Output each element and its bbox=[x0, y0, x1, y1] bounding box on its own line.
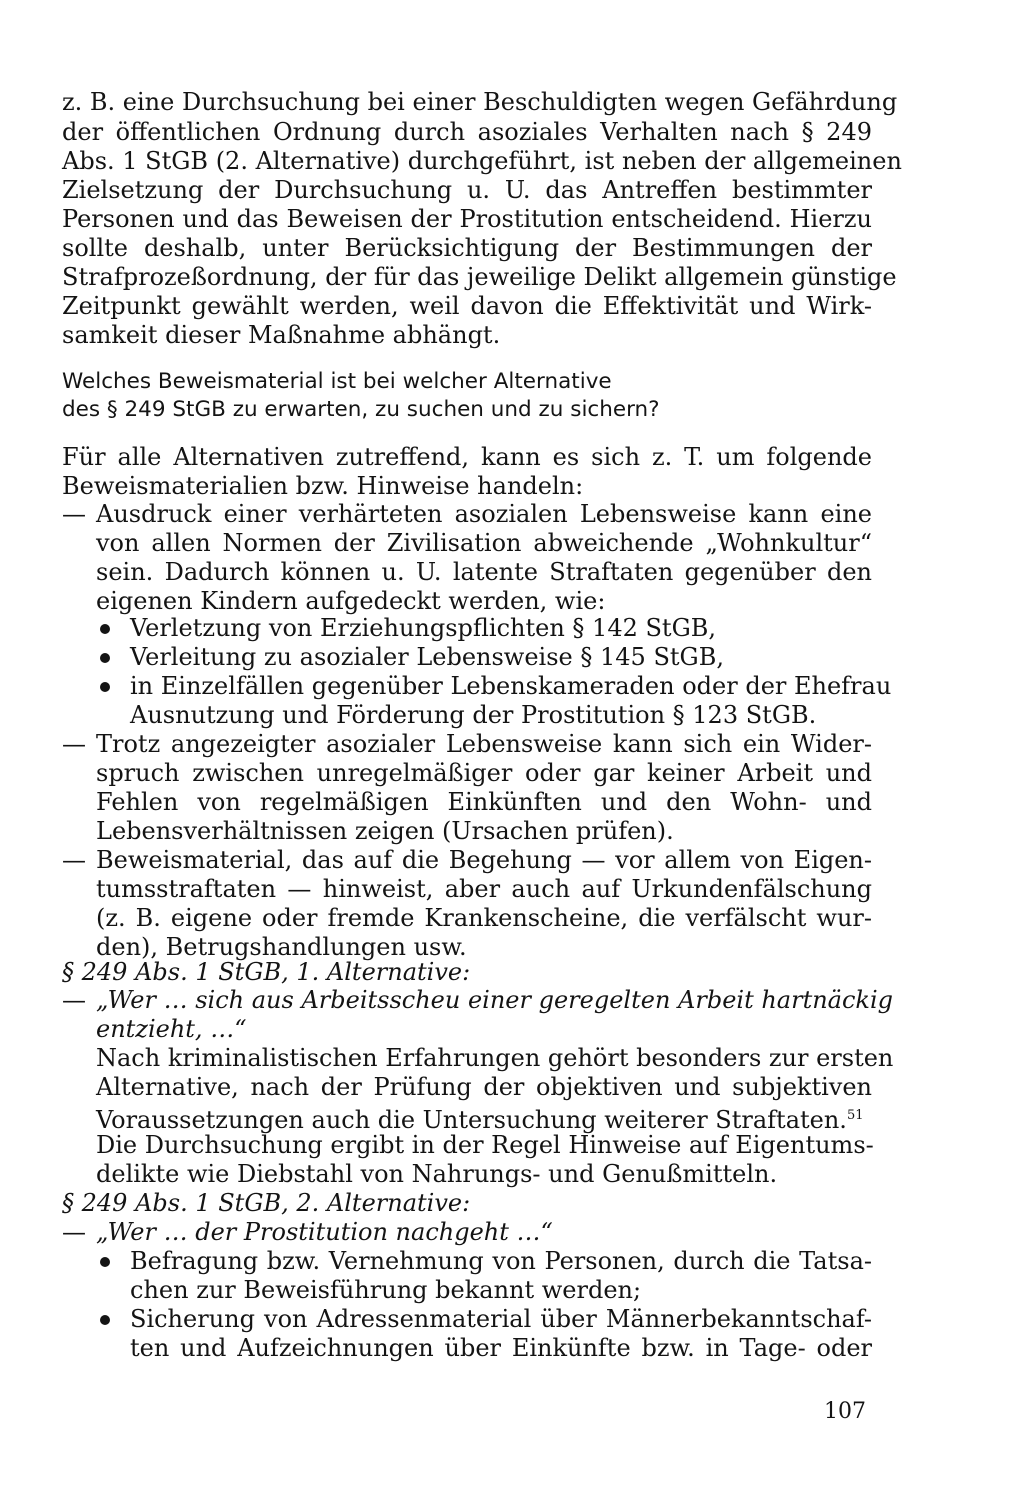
text-line: Zeitpunkt gewählt werden, weil davon die Effektivität und Wirk- bbox=[62, 292, 872, 320]
bullet-icon bbox=[100, 1315, 110, 1325]
text-line-body: Voraussetzungen auch die Untersuchung weiterer Straftaten. bbox=[96, 1106, 847, 1134]
text-line: spruch zwischen unregelmäßiger oder gar keiner Arbeit und bbox=[96, 759, 872, 787]
text-line: samkeit dieser Maßnahme abhängt. bbox=[62, 321, 501, 349]
bullet-icon bbox=[100, 624, 110, 634]
dash-marker: — bbox=[62, 500, 86, 528]
text-line: den), Betrugshandlungen usw. bbox=[96, 933, 467, 961]
text-line: sollte deshalb, unter Berücksichtigung der Bestimmungen der bbox=[62, 234, 872, 262]
text-line: sein. Dadurch können u. U. latente Straftaten gegenüber den bbox=[96, 558, 872, 586]
text-line: z. B. eine Durchsuchung bei einer Beschuldigten wegen Gefährdung bbox=[62, 88, 898, 116]
text-line: Sicherung von Adressenmaterial über Männerbekanntschaf- bbox=[130, 1305, 872, 1333]
text-line: Alternative, nach der Prüfung der objektiven und subjektiven bbox=[96, 1073, 872, 1101]
quote-line: „Wer … der Prostitution nachgeht …“ bbox=[96, 1218, 553, 1246]
text-line: Beweismaterialien bzw. Hinweise handeln: bbox=[62, 472, 584, 500]
text-line: Personen und das Beweisen der Prostitution entscheidend. Hierzu bbox=[62, 205, 872, 233]
question-line: Welches Beweismaterial ist bei welcher Alternative bbox=[62, 369, 612, 394]
quote-line: „Wer … sich aus Arbeitsscheu einer geregelten Arbeit hartnäckig bbox=[96, 986, 894, 1014]
text-line: ten und Aufzeichnungen über Einkünfte bzw. in Tage- oder bbox=[130, 1334, 872, 1362]
text-line: Befragung bzw. Vernehmung von Personen, durch die Tatsa- bbox=[130, 1247, 872, 1275]
dash-marker: — bbox=[62, 730, 86, 758]
section-heading: § 249 Abs. 1 StGB, 1. Alternative: bbox=[62, 958, 471, 986]
footnote-ref: 51 bbox=[846, 1108, 864, 1123]
text-line: Die Durchsuchung ergibt in der Regel Hinweise auf Eigentums- bbox=[96, 1131, 874, 1159]
dash-marker: — bbox=[62, 986, 86, 1014]
section-heading: § 249 Abs. 1 StGB, 2. Alternative: bbox=[62, 1189, 471, 1217]
text-line: tumsstraftaten — hinweist, aber auch auf Urkundenfälschung bbox=[96, 875, 872, 903]
dash-marker: — bbox=[62, 846, 86, 874]
text-line: der öffentlichen Ordnung durch asoziales Verhalten nach § 249 bbox=[62, 118, 872, 146]
text-line: Für alle Alternativen zutreffend, kann es sich z. T. um folgende bbox=[62, 443, 872, 471]
text-line: Strafprozeßordnung, der für das jeweilige Delikt allgemein günstige bbox=[62, 263, 897, 291]
bullet-icon bbox=[100, 1257, 110, 1267]
text-line: Verletzung von Erziehungspflichten § 142 StGB, bbox=[130, 614, 717, 642]
text-line: Nach kriminalistischen Erfahrungen gehört besonders zur ersten bbox=[96, 1044, 894, 1072]
text-line: Zielsetzung der Durchsuchung u. U. das Antreffen bestimmter bbox=[62, 176, 872, 204]
question-line: des § 249 StGB zu erwarten, zu suchen und zu sichern? bbox=[62, 397, 660, 422]
text-line: Abs. 1 StGB (2. Alternative) durchgeführt, ist neben der allgemeinen bbox=[62, 147, 902, 175]
text-line: Ausnutzung und Förderung der Prostitution § 123 StGB. bbox=[130, 701, 817, 729]
text-line: Lebensverhältnissen zeigen (Ursachen prüfen). bbox=[96, 817, 674, 845]
bullet-icon bbox=[100, 653, 110, 663]
text-line: chen zur Beweisführung bekannt werden; bbox=[130, 1276, 642, 1304]
quote-line: entzieht, …“ bbox=[96, 1015, 247, 1043]
dash-marker: — bbox=[62, 1218, 86, 1246]
text-line: Beweismaterial, das auf die Begehung — vor allem von Eigen- bbox=[96, 846, 872, 874]
text-line: Trotz angezeigter asozialer Lebensweise kann sich ein Wider- bbox=[96, 730, 872, 758]
text-line: delikte wie Diebstahl von Nahrungs- und Genußmitteln. bbox=[96, 1160, 778, 1188]
text-line: eigenen Kindern aufgedeckt werden, wie: bbox=[96, 587, 606, 615]
text-line: Fehlen von regelmäßigen Einkünften und den Wohn- und bbox=[96, 788, 872, 816]
text-line: von allen Normen der Zivilisation abweichende „Wohnkultur“ bbox=[96, 529, 872, 557]
bullet-icon bbox=[100, 682, 110, 692]
text-line: Verleitung zu asozialer Lebensweise § 145 StGB, bbox=[130, 643, 724, 671]
text-line: Ausdruck einer verhärteten asozialen Lebensweise kann eine bbox=[96, 500, 872, 528]
text-line bbox=[96, 1102, 863, 1134]
page-number: 107 bbox=[824, 1399, 866, 1424]
text-line: in Einzelfällen gegenüber Lebenskameraden oder der Ehefrau bbox=[130, 672, 892, 700]
text-line: (z. B. eigene oder fremde Krankenscheine, die verfälscht wur- bbox=[96, 904, 872, 932]
